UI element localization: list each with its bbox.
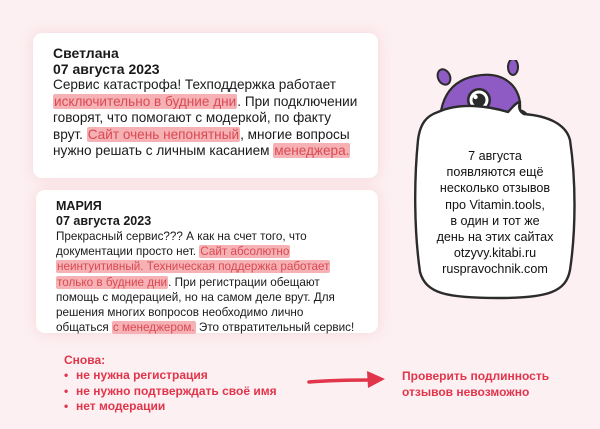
review-date: 07 августа 2023: [53, 61, 160, 77]
issues-list: [64, 368, 277, 414]
highlighted-phrase: с менеджером.: [112, 321, 195, 335]
review-text: [53, 77, 358, 160]
bubble-text: [414, 148, 576, 278]
arrow-right-icon: [305, 368, 387, 390]
highlighted-phrase: Сайт абсолютно неинтуитивный. Техническая поддержка работает только в будние дни: [57, 245, 330, 289]
bubble-line-site: otzyvy.kitabi.ru: [453, 246, 537, 261]
bullet-icon: •: [64, 383, 69, 398]
review-author: Светлана: [53, 45, 119, 61]
bubble-line: про Vitamin.tools,: [445, 197, 545, 212]
again-list: [64, 353, 277, 414]
review-segment: . При регистрации обещают помощь с модерацией, но на самом деле врут. Для решения многих вопросов необходимо лично общаться: [56, 275, 335, 335]
conclusion-line: Проверить подлинность: [402, 369, 550, 383]
bullet-icon: •: [64, 368, 69, 383]
bubble-line: в один и тот же: [450, 213, 540, 228]
review-text: [56, 229, 358, 335]
review-card-maria: [36, 190, 378, 333]
list-item: [64, 384, 277, 399]
list-item: [64, 399, 277, 414]
review-author: МАРИЯ: [56, 199, 102, 213]
again-title: Снова:: [64, 353, 106, 367]
list-item: [64, 368, 277, 383]
review-date: 07 августа 2023: [56, 214, 152, 228]
review-segment: . При подключении говорят, что помогают с модеркой, по факту врут.: [53, 93, 358, 142]
bubble-line: 7 августа: [468, 149, 522, 163]
bubble-line: появляются ещё: [446, 165, 544, 180]
conclusion-line: отзывов невозможно: [402, 385, 530, 399]
bubble-line: несколько отзывов: [439, 181, 551, 196]
highlighted-phrase: Сайт очень непонятный: [87, 126, 240, 142]
list-item-text: не нужна регистрация: [76, 368, 208, 383]
review-segment: Прекрасный сервис??? А как на счет того, что документации просто нет.: [56, 230, 307, 259]
highlighted-phrase: менеджера.: [274, 143, 350, 158]
review-segment: , многие вопросы нужно решать с личным касанием: [53, 126, 350, 158]
conclusion-text: [402, 368, 549, 400]
bubble-line-site: ruspravochnik.com: [442, 262, 548, 277]
list-item-text: нет модерации: [76, 398, 166, 413]
review-card-svetlana: [33, 33, 378, 178]
bubble-line: день на этих сайтах: [436, 230, 554, 245]
review-segment: Это отвратительный сервис!: [195, 321, 355, 335]
review-segment: Сервис катастрофа! Техподдержка работает: [53, 77, 336, 92]
bullet-icon: •: [64, 398, 69, 413]
highlighted-phrase: исключительно в будние дни: [54, 93, 237, 109]
list-item-text: не нужно подтверждать своё имя: [76, 383, 277, 398]
